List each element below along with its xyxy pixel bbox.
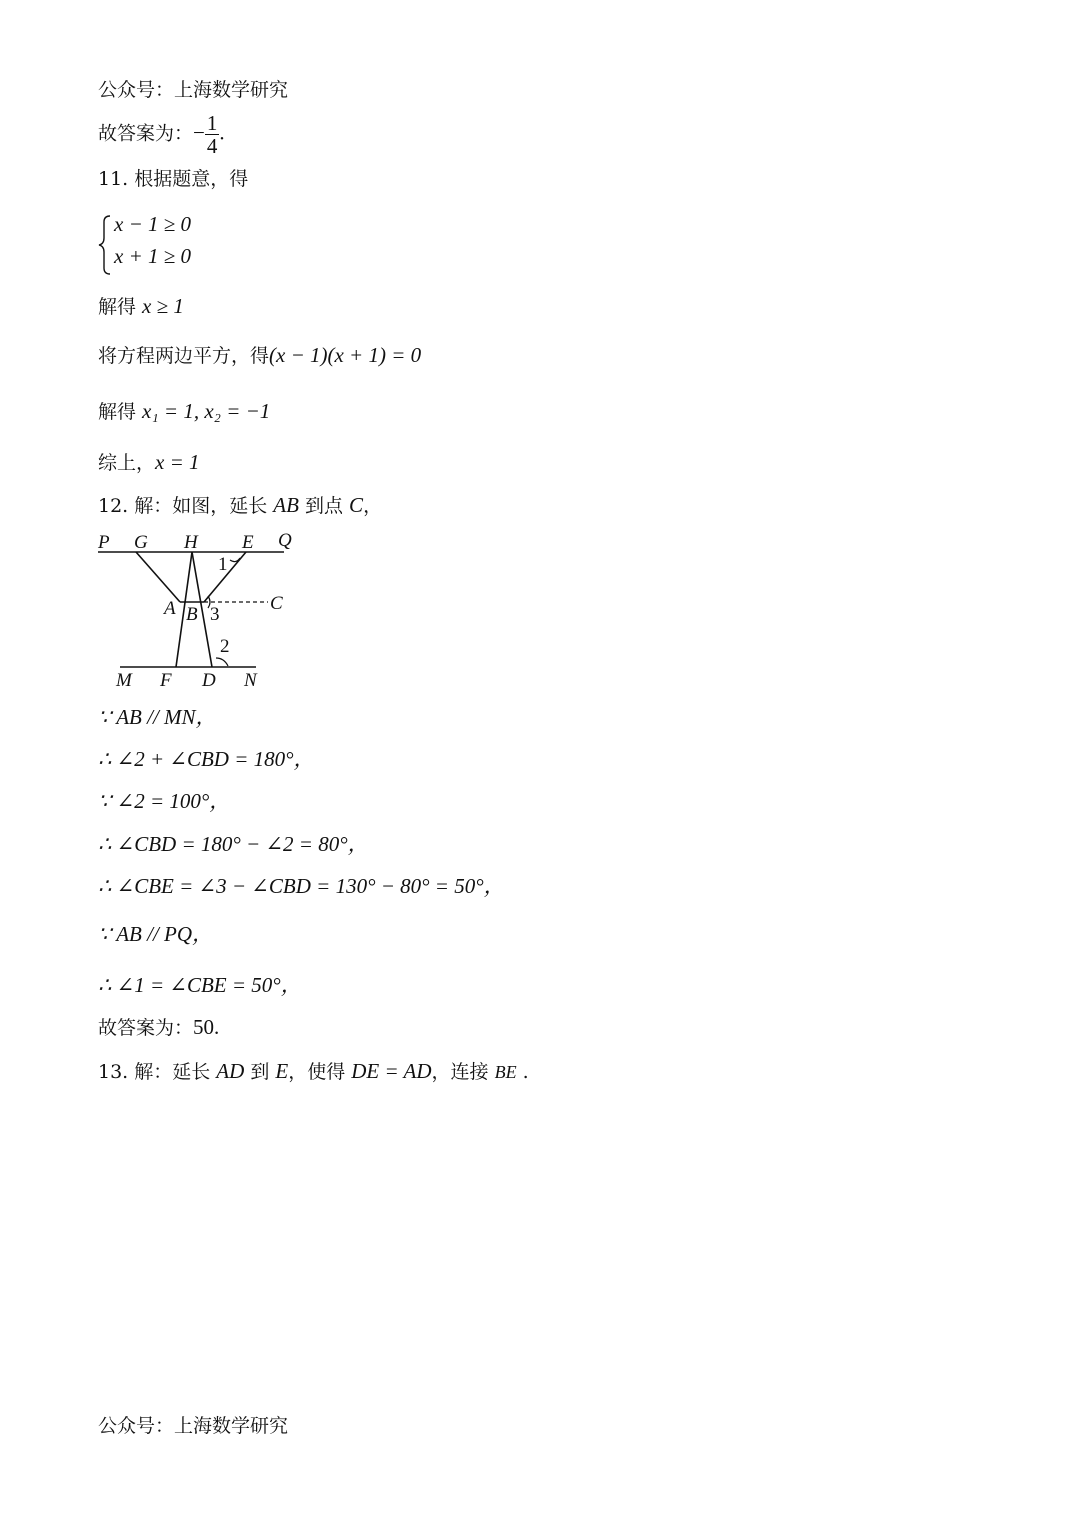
q11-step1-math: x ≥ 1 <box>142 294 184 318</box>
q10-period: . <box>219 120 225 145</box>
q12-title-prefix: 12. 解：如图，延长 <box>98 495 274 517</box>
label-c: C <box>270 593 283 614</box>
q13-be: BE <box>494 1062 517 1082</box>
q13-title <box>98 1058 529 1085</box>
q11-inequality-1: x − 1 ≥ 0 <box>114 212 192 236</box>
q12-answer <box>98 1014 219 1041</box>
label-n: N <box>244 670 257 690</box>
left-brace-icon <box>98 214 114 276</box>
label-h: H <box>184 532 198 553</box>
q11-step3-math: x₁ = 1, x₂ = −1 <box>142 399 271 423</box>
q12-proof-line: ∴ ∠1 = ∠CBE = 50°， <box>98 973 302 997</box>
q10-answer <box>98 112 225 157</box>
q11-step1-label: 解得 <box>98 296 143 318</box>
label-q: Q <box>278 530 292 551</box>
q12-proof-line: ∵ AB // PQ， <box>98 922 214 946</box>
q11-step4-label: 综上， <box>98 452 156 474</box>
q10-fraction-numerator: 1 <box>206 111 218 135</box>
q10-minus-sign: − <box>193 120 205 145</box>
q13-equation: DE = AD <box>351 1059 432 1083</box>
q11-step-square <box>98 342 421 369</box>
q13-mid1: 到 <box>244 1061 276 1083</box>
label-d: D <box>202 670 216 690</box>
q12-title-end: ， <box>363 495 383 517</box>
label-p: P <box>98 532 110 553</box>
label-b: B <box>186 604 198 625</box>
label-m: M <box>116 670 132 690</box>
q12-title <box>98 492 382 519</box>
q11-title: 11. 根据题意，得 <box>98 168 249 190</box>
q12-answer-value: 50 <box>193 1015 215 1039</box>
q12-title-c: C <box>349 493 364 517</box>
q11-step-roots <box>98 398 270 425</box>
q10-answer-label: 故答案为： <box>98 122 194 145</box>
q12-proof-line: ∵ AB // MN， <box>98 705 217 729</box>
q11-step2-math: (x − 1)(x + 1) = 0 <box>269 343 422 367</box>
header-watermark: 公众号：上海数学研究 <box>98 79 289 101</box>
q11-step4-math: x = 1 <box>155 450 200 474</box>
label-angle-2: 2 <box>220 636 230 657</box>
q12-title-ab: AB <box>273 493 299 517</box>
q10-fraction-denominator: 4 <box>206 134 218 158</box>
q12-proof-line: ∴ ∠2 + ∠CBD = 180°， <box>98 747 315 771</box>
q13-mid2: ，使得 <box>288 1061 352 1083</box>
label-angle-3: 3 <box>210 604 220 625</box>
q12-answer-period: . <box>214 1015 220 1039</box>
label-e: E <box>242 532 254 553</box>
geometry-figure <box>96 528 306 690</box>
footer-watermark: 公众号：上海数学研究 <box>98 1415 289 1437</box>
q12-proof-line: ∴ ∠CBD = 180° − ∠2 = 80°， <box>98 832 369 856</box>
q13-mid3: ，连接 <box>431 1061 495 1083</box>
q13-e: E <box>275 1059 289 1083</box>
label-angle-1: 1 <box>218 554 228 575</box>
q11-step-solve-domain <box>98 293 184 320</box>
q11-conclusion <box>98 449 200 476</box>
q12-answer-label: 故答案为： <box>98 1017 194 1039</box>
q12-proof-line: ∵ ∠2 = 100°， <box>98 789 231 813</box>
label-g: G <box>134 532 148 553</box>
q12-title-mid: 到点 <box>298 495 350 517</box>
q11-inequality-system <box>98 212 208 272</box>
label-f: F <box>160 670 172 690</box>
q11-step2-label: 将方程两边平方，得 <box>98 345 270 367</box>
q13-end: . <box>516 1061 529 1083</box>
label-a: A <box>164 598 176 619</box>
q13-ad: AD <box>216 1059 245 1083</box>
segment-ga <box>136 552 180 602</box>
q11-step3-label: 解得 <box>98 401 143 423</box>
angle-2-arc <box>216 658 228 666</box>
q12-proof-line: ∴ ∠CBE = ∠3 − ∠CBD = 130° − 80° = 50°， <box>98 874 505 898</box>
q11-inequality-2: x + 1 ≥ 0 <box>114 244 192 268</box>
q10-fraction <box>205 112 220 157</box>
q13-text-prefix: 13. 解：延长 <box>98 1061 217 1083</box>
